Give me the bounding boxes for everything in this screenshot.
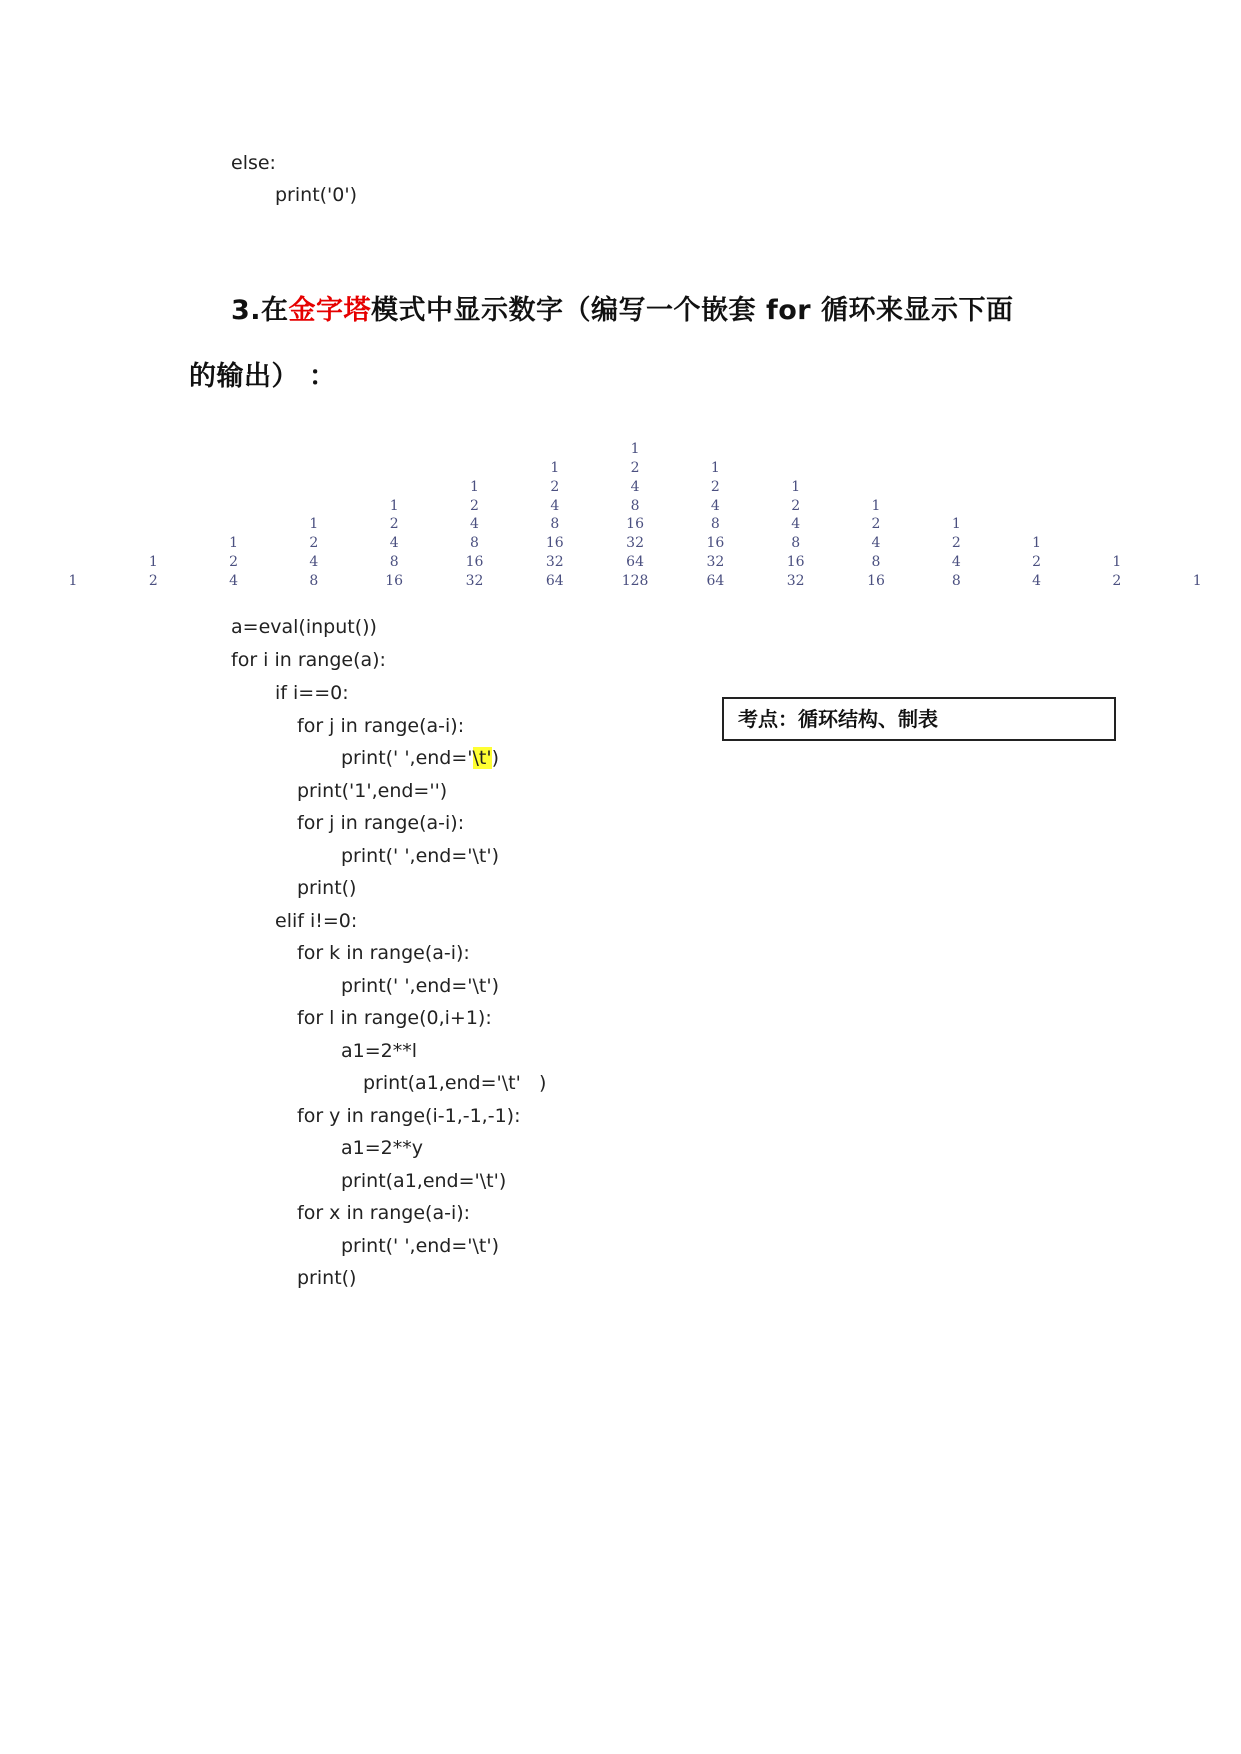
code-line-19: for x in range(a-i):: [297, 1202, 471, 1224]
pyramid-value: 16: [626, 516, 644, 533]
pyramid-value: 16: [385, 573, 404, 590]
code-line-17: a1=2**y: [341, 1137, 423, 1159]
question-heading-line2: 的输出） ：: [189, 361, 337, 392]
pyramid-value: 2: [791, 497, 801, 514]
pyramid-value: 4: [951, 554, 961, 571]
pyramid-value: 2: [1112, 573, 1122, 590]
code-line-14: a1=2**l: [341, 1040, 418, 1062]
pyramid-value: 32: [545, 554, 564, 571]
pyramid-value: 4: [229, 573, 239, 590]
pyramid-value: 8: [389, 554, 399, 571]
code-text: ): [491, 747, 500, 769]
pyramid-value: 16: [465, 554, 484, 571]
code-text: print(' ',end=': [341, 747, 473, 769]
pyramid-value: 8: [710, 516, 720, 533]
pyramid-value: 1: [871, 497, 881, 514]
pyramid-value: 32: [706, 554, 725, 571]
pyramid-value: 1: [229, 535, 239, 552]
pyramid-column: [776, 478, 816, 591]
pyramid-value: 8: [630, 497, 640, 514]
pyramid-column: [214, 534, 254, 591]
code-line-8: print(' ',end='\t'): [341, 845, 500, 867]
pyramid-value: 32: [626, 535, 644, 552]
pyramid-value: 4: [791, 516, 801, 533]
pyramid-value: 2: [148, 573, 158, 590]
pyramid-value: 4: [871, 535, 881, 552]
heading-highlight: 金字塔: [288, 295, 372, 326]
pyramid-value: 1: [470, 478, 479, 495]
pyramid-column: [455, 478, 495, 591]
code-line-15: print(a1,end='\t' ): [363, 1072, 547, 1094]
pyramid-value: 1: [1032, 535, 1042, 552]
pyramid-value: 4: [1032, 573, 1042, 590]
pyramid-value: 1: [148, 554, 158, 571]
pyramid-value: 1: [710, 459, 720, 476]
pyramid-value: 64: [545, 573, 564, 590]
pyramid-value: 128: [621, 573, 649, 590]
pyramid-value: 8: [951, 573, 961, 590]
code-line-3: if i==0:: [275, 682, 349, 704]
pyramid-value: 1: [630, 440, 640, 457]
pyramid-column: [294, 515, 334, 591]
pyramid-value: 2: [1032, 554, 1042, 571]
pyramid-column: [1177, 572, 1217, 591]
pyramid-value: 64: [626, 554, 644, 571]
pyramid-value: 8: [550, 516, 560, 533]
pyramid-value: 4: [309, 554, 319, 571]
code-line-7: for j in range(a-i):: [297, 812, 465, 834]
question-number: 3.在: [231, 295, 289, 326]
code-line-else: else:: [231, 152, 276, 174]
pyramid-value: 1: [1192, 573, 1202, 590]
code-line-6: print('1',end=''): [297, 780, 448, 802]
code-line-10: elif i!=0:: [275, 910, 358, 932]
pyramid-value: 1: [951, 516, 961, 533]
code-line-print-zero: print('0'): [275, 184, 358, 206]
pyramid-value: 16: [867, 573, 885, 590]
pyramid-value: 32: [786, 573, 805, 590]
pyramid-value: 16: [545, 535, 564, 552]
pyramid-value: 4: [710, 497, 720, 514]
pyramid-column: [695, 459, 735, 591]
pyramid-column: [1097, 553, 1137, 591]
pyramid-value: 2: [710, 478, 720, 495]
code-line-18: print(a1,end='\t'): [341, 1170, 507, 1192]
code-line-9: print(): [297, 877, 357, 899]
pyramid-value: 2: [470, 497, 479, 514]
pyramid-value: 1: [68, 573, 78, 590]
code-line-20: print(' ',end='\t'): [341, 1235, 500, 1257]
pyramid-value: 16: [706, 535, 725, 552]
pyramid-value: 8: [791, 535, 801, 552]
key-points-box: 考点：循环结构、制表: [722, 697, 1116, 741]
pyramid-value: 16: [786, 554, 805, 571]
code-line-11: for k in range(a-i):: [297, 942, 470, 964]
pyramid-value: 4: [389, 535, 399, 552]
code-line-5: [341, 746, 499, 770]
pyramid-column: [1017, 534, 1057, 591]
highlighted-tab: \t': [472, 747, 492, 769]
pyramid-value: 2: [630, 459, 640, 476]
pyramid-value: 2: [951, 535, 961, 552]
pyramid-value: 2: [309, 535, 319, 552]
code-line-21: print(): [297, 1267, 357, 1289]
pyramid-value: 1: [309, 516, 319, 533]
pyramid-value: 2: [229, 554, 239, 571]
pyramid-value: 64: [706, 573, 725, 590]
pyramid-value: 4: [470, 516, 479, 533]
pyramid-value: 1: [791, 478, 801, 495]
pyramid-value: 2: [550, 478, 560, 495]
pyramid-column: [374, 497, 414, 592]
question-heading: [231, 288, 1013, 327]
pyramid-column: [936, 515, 976, 591]
pyramid-value: 1: [550, 459, 560, 476]
pyramid-value: 8: [470, 535, 479, 552]
code-line-12: print(' ',end='\t'): [341, 975, 500, 997]
pyramid-column: [53, 572, 93, 591]
pyramid-value: 4: [550, 497, 560, 514]
pyramid-value: 2: [389, 516, 399, 533]
pyramid-value: 32: [465, 573, 484, 590]
pyramid-value: 2: [871, 516, 881, 533]
heading-rest: 模式中显示数字（编写一个嵌套 for 循环来显示下面: [371, 295, 1014, 326]
pyramid-value: 4: [630, 478, 640, 495]
code-line-1: a=eval(input()): [231, 616, 377, 638]
pyramid-value: 8: [871, 554, 881, 571]
pyramid-column: [615, 440, 655, 591]
pyramid-column: [535, 459, 575, 591]
code-line-2: for i in range(a):: [231, 649, 386, 671]
code-line-4: for j in range(a-i):: [297, 715, 465, 737]
pyramid-column: [133, 553, 173, 591]
code-line-16: for y in range(i-1,-1,-1):: [297, 1105, 521, 1127]
pyramid-column: [856, 497, 896, 592]
code-line-13: for l in range(0,i+1):: [297, 1007, 492, 1029]
pyramid-value: 1: [389, 497, 399, 514]
pyramid-value: 1: [1112, 554, 1122, 571]
pyramid-value: 8: [309, 573, 319, 590]
